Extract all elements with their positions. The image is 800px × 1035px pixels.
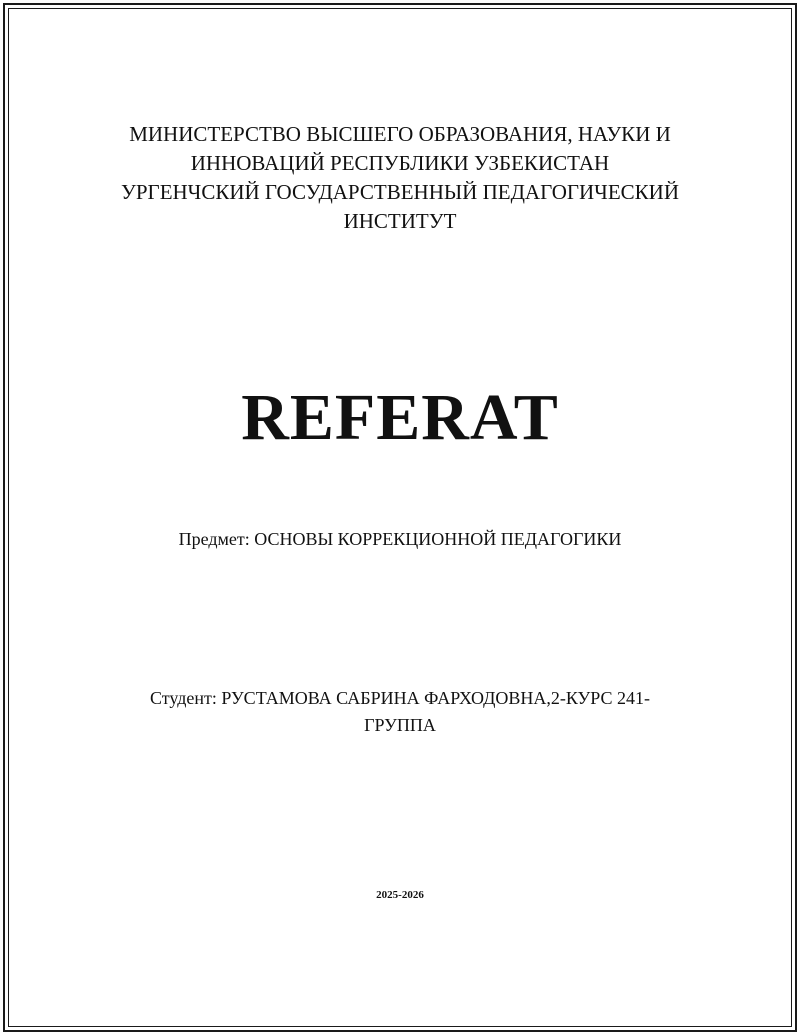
- header-line: УРГЕНЧСКИЙ ГОСУДАРСТВЕННЫЙ ПЕДАГОГИЧЕСКИЙ: [121, 180, 679, 204]
- student-line: Студент: РУСТАМОВА САБРИНА ФАРХОДОВНА,2-КУРС 241-: [149, 688, 651, 708]
- header-line: ИННОВАЦИЙ РЕСПУБЛИКИ УЗБЕКИСТАН: [190, 151, 610, 175]
- document-title: REFERAT: [241, 381, 559, 454]
- header-line: МИНИСТЕРСТВО ВЫСШЕГО ОБРАЗОВАНИЯ, НАУКИ И: [129, 122, 671, 146]
- academic-year: 2025-2026: [376, 889, 424, 901]
- header-line: ИНСТИТУТ: [343, 209, 457, 233]
- subject-line: Предмет: ОСНОВЫ КОРРЕКЦИОННОЙ ПЕДАГОГИКИ: [178, 529, 622, 549]
- institution-header: [60, 120, 740, 236]
- student-info: [100, 685, 700, 739]
- student-line: ГРУППА: [364, 715, 436, 735]
